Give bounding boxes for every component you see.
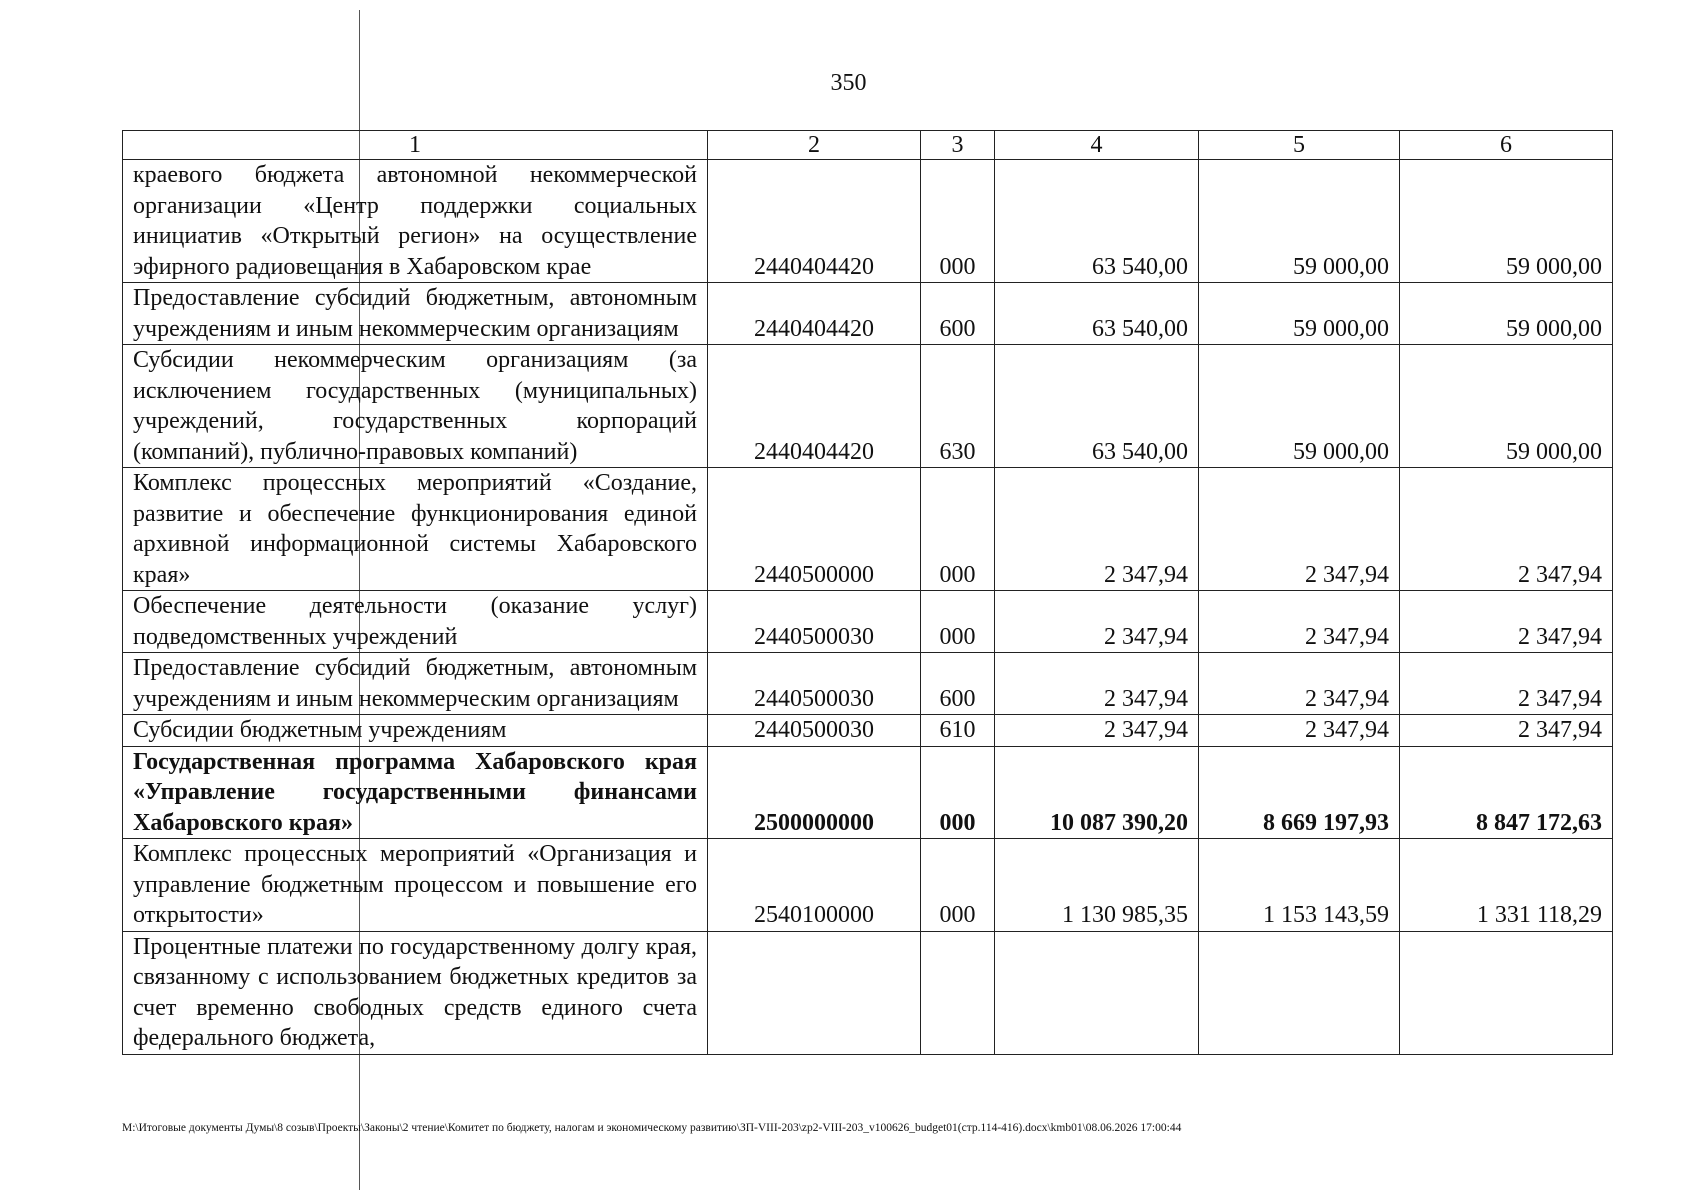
row-type: [921, 931, 995, 1054]
row-name: Предоставление субсидий бюджетным, автономным учреждениям и иным некоммерческим организациям: [123, 283, 708, 345]
file-path-footer: М:\Итоговые документы Думы\8 созыв\Проекты\Законы\2 чтение\Комитет по бюджету, налогам и экономическому развитию\ЗП-VIII-203\zp2-VIII-203_v100626_budget01(стр.114-416).docx\kmb01\08.06.2026 17:00:44: [122, 1122, 1182, 1134]
column-header: 4: [995, 131, 1199, 160]
row-code: 2440500030: [708, 591, 921, 653]
row-type: 000: [921, 160, 995, 283]
column-header: 3: [921, 131, 995, 160]
table-row: [123, 160, 1613, 283]
row-type: 600: [921, 653, 995, 715]
row-value-2: [1199, 931, 1400, 1054]
row-value-2: 1 153 143,59: [1199, 839, 1400, 932]
row-value-3: 2 347,94: [1400, 715, 1613, 747]
row-name: Комплекс процессных мероприятий «Создание, развитие и обеспечение функционирования единой архивной информационной системы Хабаровского края»: [123, 468, 708, 591]
table-row: [123, 653, 1613, 715]
row-value-3: [1400, 931, 1613, 1054]
row-code: 2540100000: [708, 839, 921, 932]
row-code: 2500000000: [708, 746, 921, 839]
row-name: Государственная программа Хабаровского края «Управление государственными финансами Хабаровского края»: [123, 746, 708, 839]
row-code: 2440500000: [708, 468, 921, 591]
row-value-2: 2 347,94: [1199, 468, 1400, 591]
row-value-2: 59 000,00: [1199, 283, 1400, 345]
row-value-1: 63 540,00: [995, 283, 1199, 345]
row-type: 610: [921, 715, 995, 747]
row-value-1: 2 347,94: [995, 591, 1199, 653]
table-row: [123, 715, 1613, 747]
row-value-3: 59 000,00: [1400, 345, 1613, 468]
row-value-1: [995, 931, 1199, 1054]
row-code: 2440404420: [708, 283, 921, 345]
row-name: Предоставление субсидий бюджетным, автономным учреждениям и иным некоммерческим организациям: [123, 653, 708, 715]
row-value-1: 63 540,00: [995, 345, 1199, 468]
row-value-3: 2 347,94: [1400, 591, 1613, 653]
row-type: 000: [921, 468, 995, 591]
table-row: [123, 931, 1613, 1054]
row-type: 600: [921, 283, 995, 345]
row-value-3: 8 847 172,63: [1400, 746, 1613, 839]
column-header: 2: [708, 131, 921, 160]
row-value-1: 2 347,94: [995, 715, 1199, 747]
row-value-2: 2 347,94: [1199, 715, 1400, 747]
row-value-3: 59 000,00: [1400, 283, 1613, 345]
budget-table: [122, 130, 1613, 1055]
table-row: [123, 345, 1613, 468]
row-value-2: 59 000,00: [1199, 345, 1400, 468]
column-header: 1: [123, 131, 708, 160]
row-value-3: 59 000,00: [1400, 160, 1613, 283]
table-row: [123, 746, 1613, 839]
row-name: Процентные платежи по государственному долгу края, связанному с использованием бюджетных кредитов за счет временно свободных средств единого счета федерального бюджета,: [123, 931, 708, 1054]
table-row: [123, 283, 1613, 345]
row-code: 2440500030: [708, 715, 921, 747]
row-code: 2440404420: [708, 160, 921, 283]
row-type: 630: [921, 345, 995, 468]
row-name: Обеспечение деятельности (оказание услуг) подведомственных учреждений: [123, 591, 708, 653]
table-header-row: [123, 131, 1613, 160]
page-number: 350: [830, 70, 867, 96]
row-type: 000: [921, 746, 995, 839]
table-row: [123, 839, 1613, 932]
row-name: краевого бюджета автономной некоммерческой организации «Центр поддержки социальных инициатив «Открытый регион» на осуществление эфирного радиовещания в Хабаровском крае: [123, 160, 708, 283]
row-value-1: 2 347,94: [995, 468, 1199, 591]
table-body: [123, 160, 1613, 1055]
row-value-3: 2 347,94: [1400, 468, 1613, 591]
row-value-2: 2 347,94: [1199, 591, 1400, 653]
row-value-3: 1 331 118,29: [1400, 839, 1613, 932]
row-name: Субсидии некоммерческим организациям (за исключением государственных (муниципальных) учреждений, государственных корпораций (компаний), публично-правовых компаний): [123, 345, 708, 468]
row-value-2: 59 000,00: [1199, 160, 1400, 283]
row-code: [708, 931, 921, 1054]
column-header: 5: [1199, 131, 1400, 160]
row-value-3: 2 347,94: [1400, 653, 1613, 715]
row-value-1: 2 347,94: [995, 653, 1199, 715]
row-value-1: 10 087 390,20: [995, 746, 1199, 839]
column-header: 6: [1400, 131, 1613, 160]
row-type: 000: [921, 839, 995, 932]
row-value-2: 8 669 197,93: [1199, 746, 1400, 839]
row-value-1: 1 130 985,35: [995, 839, 1199, 932]
row-value-1: 63 540,00: [995, 160, 1199, 283]
table-row: [123, 591, 1613, 653]
row-type: 000: [921, 591, 995, 653]
row-code: 2440404420: [708, 345, 921, 468]
row-code: 2440500030: [708, 653, 921, 715]
table-row: [123, 468, 1613, 591]
row-value-2: 2 347,94: [1199, 653, 1400, 715]
row-name: Субсидии бюджетным учреждениям: [123, 715, 708, 747]
row-name: Комплекс процессных мероприятий «Организация и управление бюджетным процессом и повышение его открытости»: [123, 839, 708, 932]
